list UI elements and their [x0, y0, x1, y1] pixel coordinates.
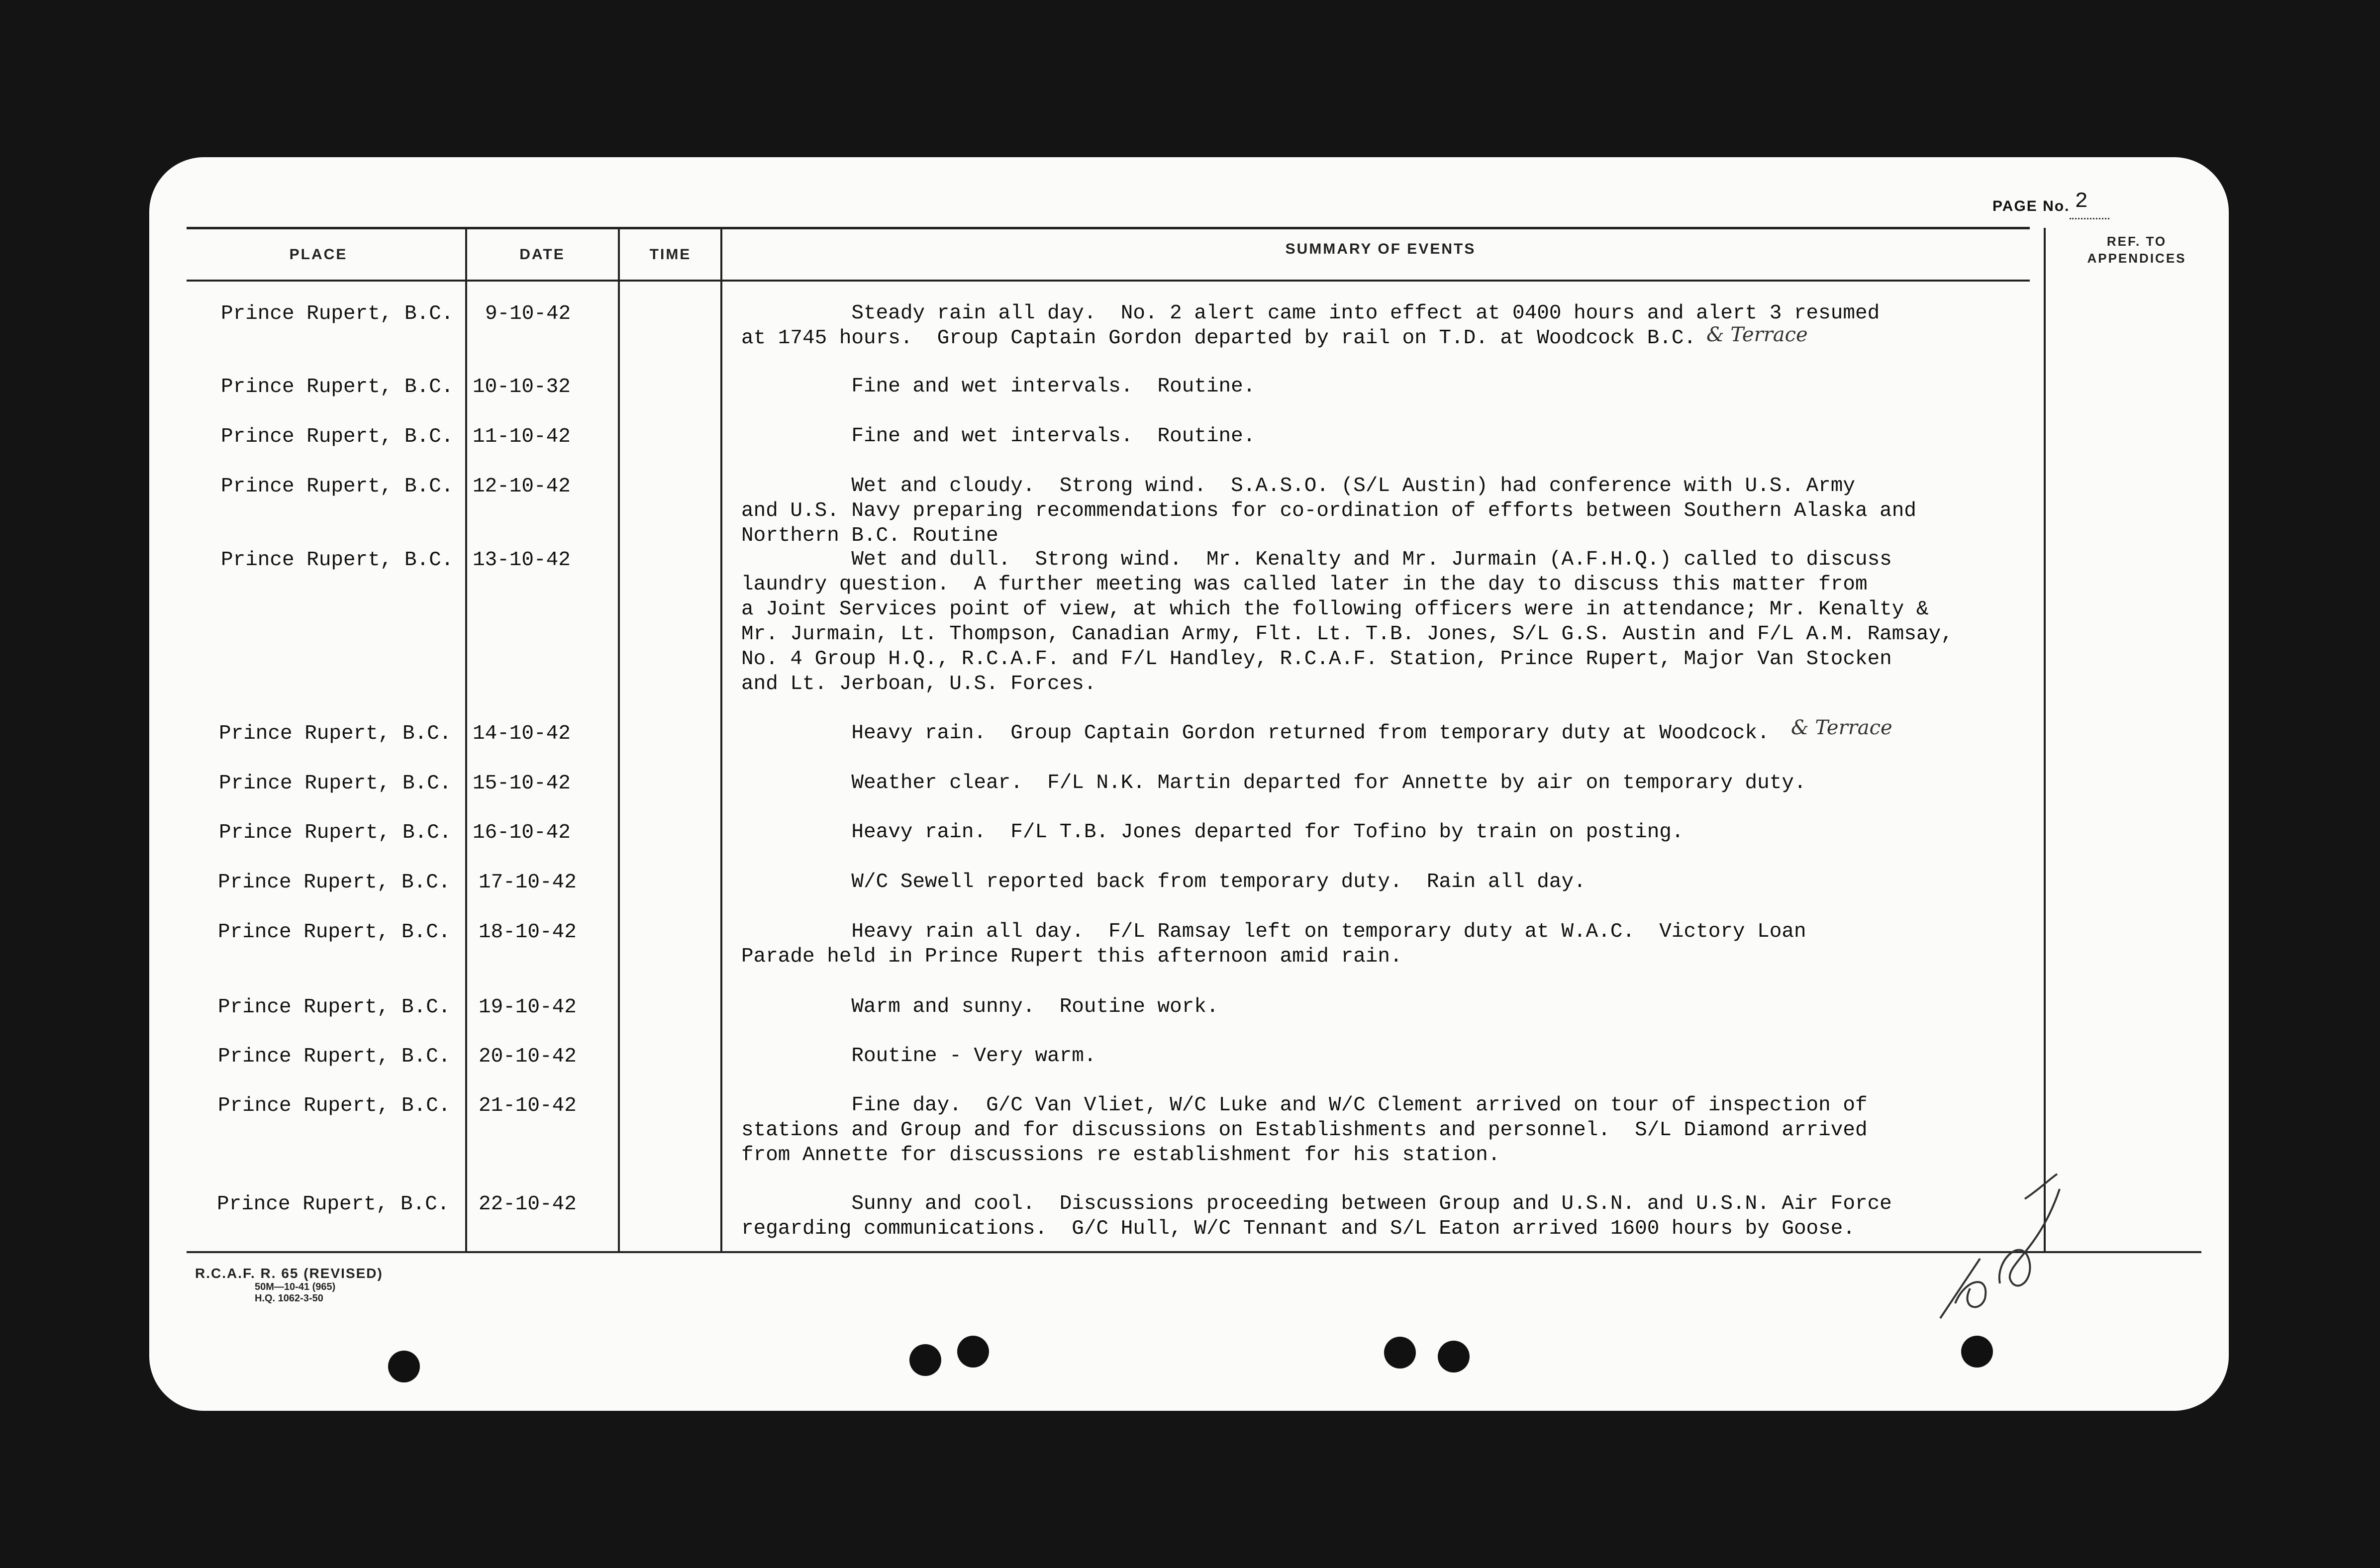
entry-date: 21-10-42	[479, 1094, 577, 1117]
entry-summary: Fine and wet intervals. Routine.	[741, 375, 1256, 398]
entry-place: Prince Rupert, B.C.	[218, 921, 451, 944]
entry-summary: Sunny and cool. Discussions proceeding between Group and U.S.N. and U.S.N. Air Force regarding communications. G/C Hull, W/C Tennant and S/L Eaton arrived 1600 hours by Goose.	[741, 1192, 1892, 1240]
punch-hole	[1384, 1337, 1416, 1369]
entry-summary: Weather clear. F/L N.K. Martin departed for Annette by air on temporary duty.	[741, 772, 1806, 794]
page-number	[1992, 189, 2109, 219]
header-top-rule	[187, 227, 2030, 229]
entry-summary: Heavy rain. F/L T.B. Jones departed for Tofino by train on posting.	[741, 821, 1684, 844]
divider-summary-ref	[2044, 228, 2046, 1253]
entry-place: Prince Rupert, B.C.	[221, 425, 454, 448]
entry-summary: Wet and cloudy. Strong wind. S.A.S.O. (S/L Austin) had conference with U.S. Army and U.S. Navy preparing recommendations for co-ordination of efforts between Southern Alaska and Northern B.C. Routine	[741, 475, 1916, 547]
entry-date: 12-10-42	[473, 475, 571, 498]
entry-date: 10-10-32	[473, 376, 571, 398]
form-line: R.C.A.F. R. 65 (REVISED)	[195, 1266, 383, 1281]
form-number	[195, 1266, 383, 1304]
divider-place-date	[465, 228, 467, 1253]
entry-place: Prince Rupert, B.C.	[221, 302, 454, 325]
punch-hole	[909, 1344, 941, 1376]
entry-summary: Heavy rain all day. F/L Ramsay left on temporary duty at W.A.C. Victory Loan Parade held in Prince Rupert this afternoon amid rain.	[741, 920, 1806, 968]
entry-date: 18-10-42	[479, 921, 577, 944]
entry-date: 19-10-42	[479, 996, 577, 1019]
header-date: DATE	[519, 246, 565, 263]
punch-hole	[1438, 1341, 1470, 1372]
header-bottom-rule	[187, 280, 2030, 282]
table-bottom-rule	[187, 1251, 2201, 1253]
entry-place: Prince Rupert, B.C.	[221, 376, 454, 398]
entry-summary: Wet and dull. Strong wind. Mr. Kenalty and Mr. Jurmain (A.F.H.Q.) called to discuss laundry question. A further meeting was called later in the day to discuss this matter from a Joint Services point of view, at which the following officers were in attendance; Mr. Kenalty & Mr. Jurmain, Lt. Thompson, Canadian Army, Flt. Lt. T.B. Jones, S/L G.S. Austin and F/L A.M. Ramsay, No. 4 Group H.Q., R.C.A.F. and F/L Handley, R.C.A.F. Station, Prince Rupert, Major Van Stocken and Lt. Jerboan, U.S. Forces.	[741, 548, 1953, 695]
entry-place: Prince Rupert, B.C.	[217, 1193, 450, 1216]
entry-summary: Warm and sunny. Routine work.	[741, 995, 1219, 1018]
entry-place: Prince Rupert, B.C.	[218, 1045, 451, 1068]
punch-hole	[388, 1351, 420, 1382]
entry-date: 13-10-42	[473, 549, 571, 572]
page-number-value: 2	[2075, 189, 2089, 214]
divider-time-summary	[720, 228, 722, 1253]
entry-date: 22-10-42	[479, 1193, 577, 1216]
entry-summary: Fine day. G/C Van Vliet, W/C Luke and W/C Clement arrived on tour of inspection of stations and Group and for discussions on Establishments and personnel. S/L Diamond arrived from Annette for discussions re establishment for his station.	[741, 1094, 1868, 1167]
entry-place: Prince Rupert, B.C.	[219, 772, 452, 795]
handwritten-note: & Terrace	[1791, 716, 1892, 739]
form-line: H.Q. 1062-3-50	[255, 1293, 323, 1304]
entry-place: Prince Rupert, B.C.	[219, 821, 452, 844]
entry-date: 14-10-42	[473, 722, 571, 745]
entry-summary: Routine - Very warm.	[741, 1045, 1096, 1068]
header-summary: SUMMARY OF EVENTS	[1285, 241, 1476, 257]
entry-place: Prince Rupert, B.C.	[219, 722, 452, 745]
entry-date: 15-10-42	[473, 772, 571, 795]
entry-date: 20-10-42	[479, 1045, 577, 1068]
form-line: 50M—10-41 (965)	[255, 1281, 336, 1292]
punch-hole	[1961, 1336, 1993, 1368]
page-number-label: PAGE No.	[1992, 198, 2070, 214]
entry-summary: W/C Sewell reported back from temporary duty. Rain all day.	[741, 871, 1586, 893]
entry-date: 17-10-42	[479, 871, 577, 894]
punch-hole	[957, 1336, 989, 1368]
entry-place: Prince Rupert, B.C.	[221, 475, 454, 498]
entry-summary: Fine and wet intervals. Routine.	[741, 425, 1256, 448]
entry-summary: Steady rain all day. No. 2 alert came into effect at 0400 hours and alert 3 resumed at 1745 hours. Group Captain Gordon departed by rail on T.D. at Woodcock B.C.	[741, 302, 1880, 350]
handwritten-signature	[1925, 1159, 2075, 1328]
entry-date: 9-10-42	[485, 302, 571, 325]
handwritten-note: & Terrace	[1706, 323, 1808, 346]
entry-date: 16-10-42	[473, 821, 571, 844]
header-ref: REF. TO APPENDICES	[2087, 234, 2186, 266]
header-time: TIME	[649, 246, 692, 263]
entry-date: 11-10-42	[473, 425, 571, 448]
entry-place: Prince Rupert, B.C.	[218, 1094, 451, 1117]
entry-place: Prince Rupert, B.C.	[218, 871, 451, 894]
entry-summary: Heavy rain. Group Captain Gordon returned from temporary duty at Woodcock.	[741, 722, 1770, 745]
entry-place: Prince Rupert, B.C.	[221, 549, 454, 572]
divider-date-time	[618, 228, 620, 1253]
entry-place: Prince Rupert, B.C.	[218, 996, 451, 1019]
header-place: PLACE	[289, 246, 348, 263]
